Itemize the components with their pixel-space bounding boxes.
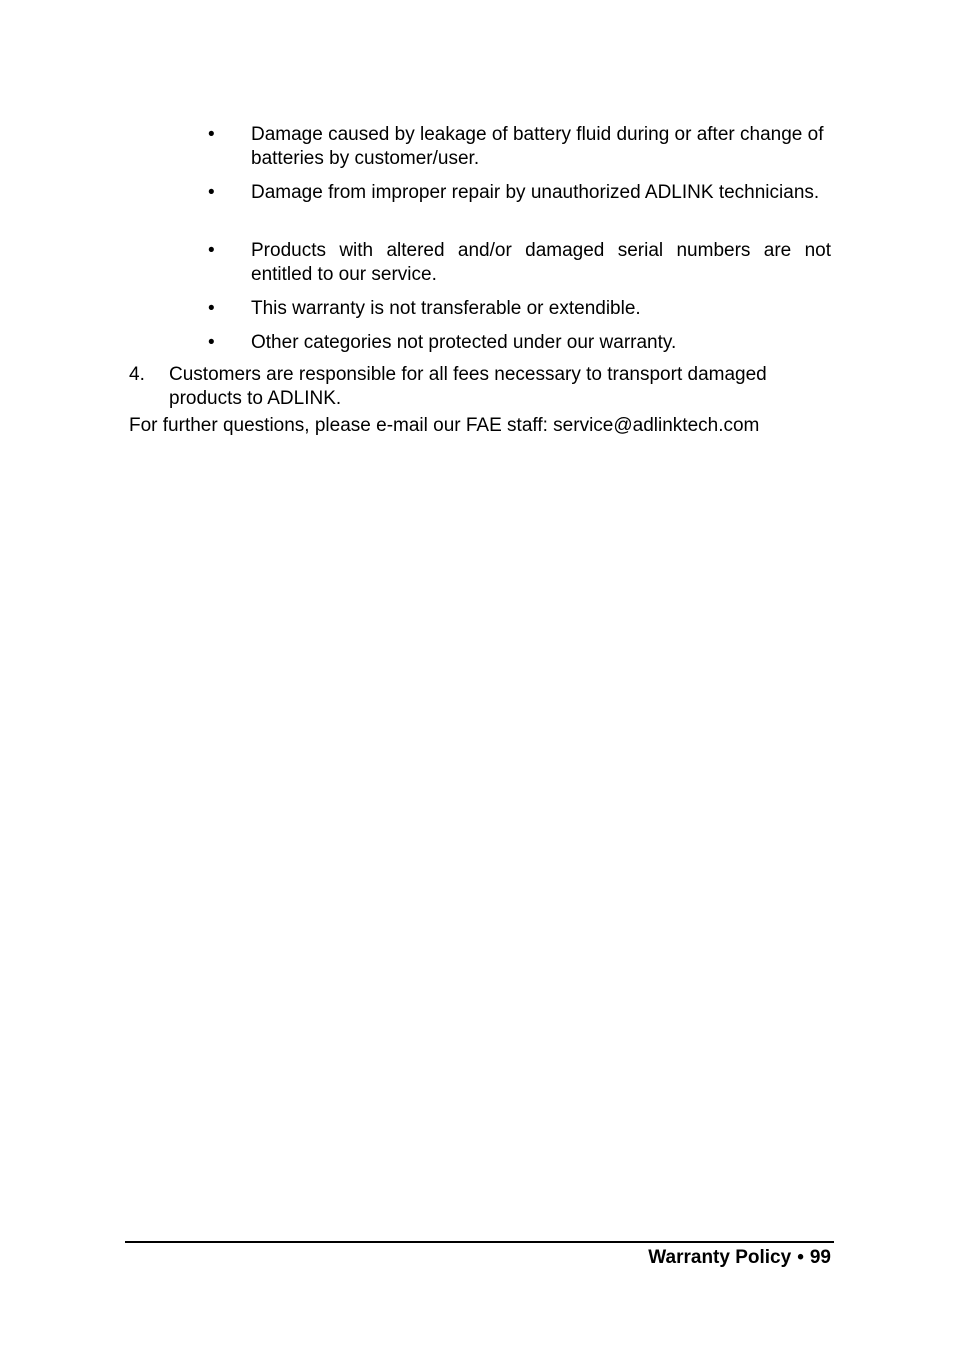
numbered-text: Customers are responsible for all fees necessary to transport damaged products to ADLINK. [169,364,767,409]
page-number: 99 [809,1247,831,1268]
bullet-text: Damage caused by leakage of battery fluid during or after change of batteries by customer/user. [251,124,824,169]
bullet-text: Products with altered and/or damaged serial numbers are not entitled to our service. [251,240,831,285]
footer-divider [125,1241,834,1243]
bullet-text: Damage from improper repair by unauthorized ADLINK technicians. [251,182,820,203]
numbered-marker: 4. [129,364,145,385]
bullet-marker: • [208,240,215,261]
bullet-text: This warranty is not transferable or extendible. [251,298,641,319]
page-footer [648,1246,831,1270]
bullet-marker: • [208,182,215,203]
further-questions-text: For further questions, please e-mail our FAE staff: service@adlinktech.com [129,415,760,436]
footer-separator: • [797,1247,804,1268]
bullet-marker: • [208,298,215,319]
footer-section-title: Warranty Policy [648,1247,792,1268]
bullet-marker: • [208,332,215,353]
bullet-marker: • [208,124,215,145]
bullet-text: Other categories not protected under our warranty. [251,332,677,353]
